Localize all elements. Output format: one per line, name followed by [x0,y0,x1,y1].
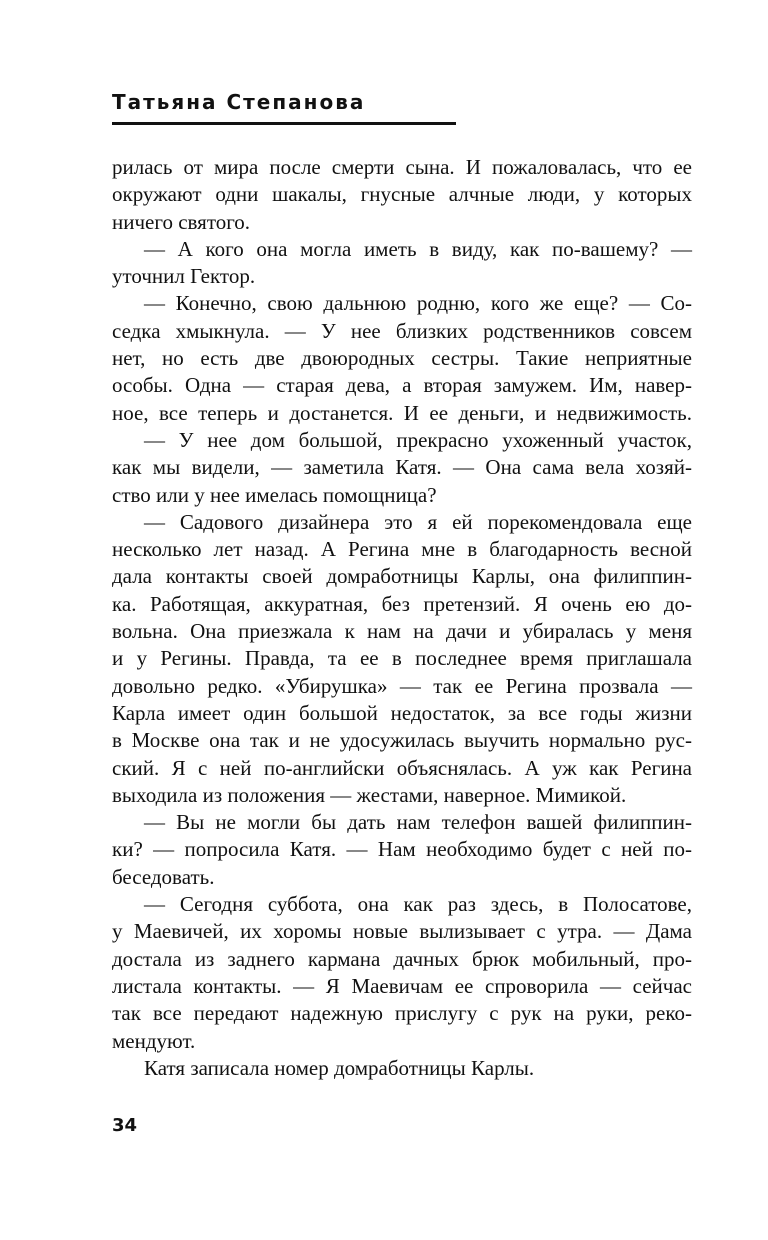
text-line: — А кого она могла иметь в виду, как по-вашему? — [144,236,692,261]
text-line: листала контакты. — Я Маевичам ее спроворила — сейчас [112,973,692,998]
text-line: ский. Я с ней по-английски объяснялась. А уж как Регина [112,755,692,780]
text-line: рилась от мира после смерти сына. И пожаловалась, что ее [112,155,692,179]
text-line: достала из заднего кармана дачных брюк мобильный, про- [112,946,692,971]
text-line: ка. Работящая, аккуратная, без претензий. Я очень ею до- [112,591,692,616]
text-line: — Вы не могли бы дать нам телефон вашей филиппин- [144,810,692,835]
header-rule [112,122,456,125]
text-line: нет, но есть две двоюродных сестры. Такие неприятные [112,346,692,371]
text-line: — Садового дизайнера это я ей порекомендовала еще [144,509,692,534]
text-line: — Конечно, свою дальнюю родню, кого же еще? — Со- [144,291,692,316]
text-line: вольна. Она приезжала к нам на дачи и убиралась у меня [112,619,692,644]
text-line: выходила из положения — жестами, наверное. Мимикой. [112,782,627,807]
text-line: ство или у нее имелась помощница? [112,482,437,507]
text-line: у Маевичей, их хоромы новые вылизывает с утра. — Дама [112,919,692,944]
running-head-author: Татьяна Степанова [112,90,366,114]
text-line: мендуют. [112,1028,196,1053]
text-line: так все передают надежную прислугу с рук на руки, реко- [112,1001,692,1026]
text-line: Карла имеет один большой недостаток, за все годы жизни [112,700,692,725]
body-text [112,154,692,1082]
text-line: дала контакты своей домработницы Карлы, она филиппин- [112,564,692,589]
text-line: уточнил Гектор. [112,264,256,289]
text-line: — У нее дом большой, прекрасно ухоженный участок, [144,427,692,452]
page-number: 34 [112,1115,138,1136]
text-line: и у Регины. Правда, та ее в последнее время приглашала [112,646,692,671]
text-line: окружают одни шакалы, гнусные алчные люди, у которых [112,182,692,207]
text-line: беседовать. [112,864,215,889]
text-line: несколько лет назад. А Регина мне в благодарность весной [112,537,692,562]
text-line: довольно редко. «Убирушка» — так ее Регина прозвала — [112,673,692,698]
text-line: ничего святого. [112,209,251,234]
text-line: ки? — попросила Катя. — Нам необходимо будет с ней по- [112,837,692,862]
text-line: в Москве она так и не удосужилась выучить нормально рус- [112,728,692,753]
text-line: седка хмыкнула. — У нее близких родственников совсем [112,318,692,343]
text-line: как мы видели, — заметила Катя. — Она сама вела хозяй- [112,455,692,480]
text-line: Катя записала номер домработницы Карлы. [144,1055,535,1080]
text-line: — Сегодня суббота, она как раз здесь, в Полосатове, [144,892,692,917]
text-line: особы. Одна — старая дева, а вторая замужем. Им, навер- [112,373,692,398]
text-line: ное, все теперь и достанется. И ее деньги, и недвижимость. [112,400,692,425]
